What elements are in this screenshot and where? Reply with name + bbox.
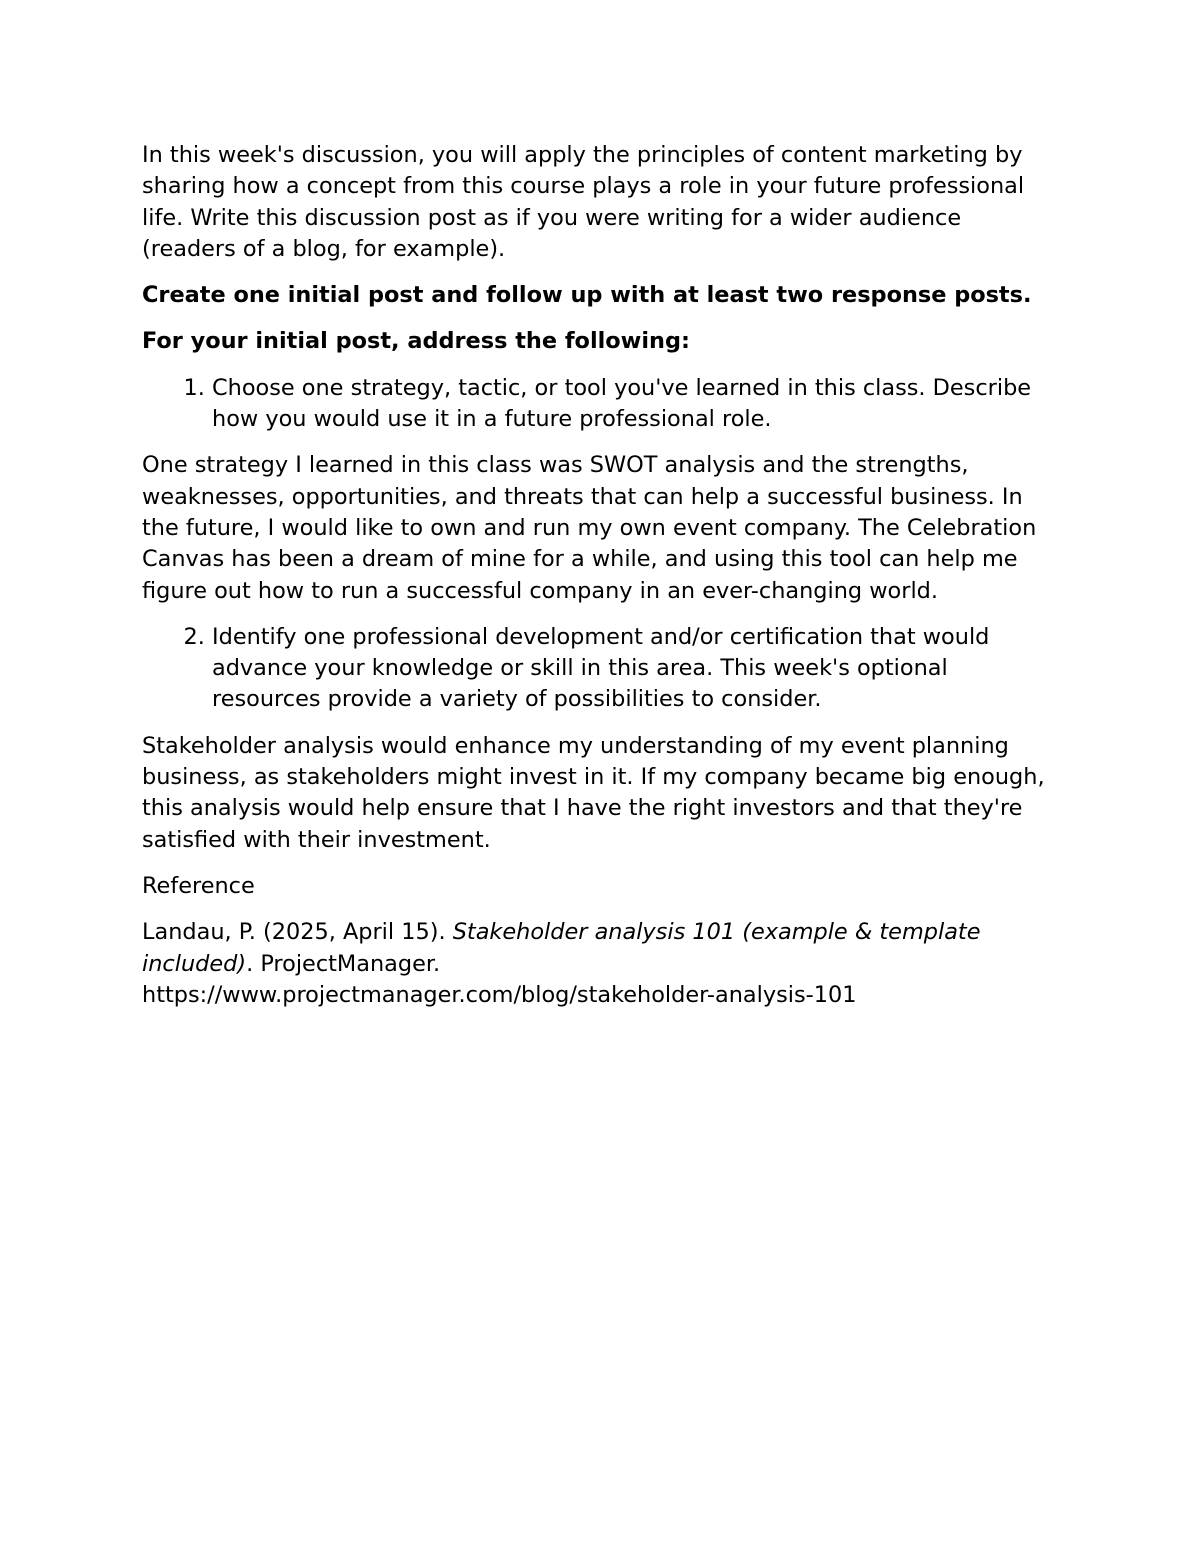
prompt-item-2: 2. Identify one professional development and/or certification that would advance your knowledge or skill in this area. This week's optional resources provide a variety of possibilities to consider. — [212, 622, 1062, 716]
reference-label: Reference — [142, 872, 255, 899]
prompt-item-1: 1. Choose one strategy, tactic, or tool you've learned in this class. Describe how you would use it in a future professional role. — [212, 373, 1062, 436]
reference-section — [142, 871, 1062, 1011]
instruction-bold: Create one initial post and follow up with at least two response posts. — [142, 282, 1032, 309]
citation-author: Landau, P. (2025, April 15). — [142, 919, 453, 946]
initial-post-heading: For your initial post, address the following: — [142, 328, 690, 355]
prompt-list-2 — [142, 622, 1062, 716]
citation-publisher: . ProjectManager. — [246, 950, 441, 977]
reference-citation — [142, 917, 1062, 980]
citation-title: Stakeholder analysis 101 (example & template included) — [142, 919, 981, 977]
intro-paragraph: In this week's discussion, you will apply the principles of content marketing by sharing how a concept from this course plays a role in your future professional life. Write this discussion post as if you were writing for a wider audience (readers of a blog, for example). — [142, 142, 1025, 262]
reference-url[interactable]: https://www.projectmanager.com/blog/stakeholder-analysis-101 — [142, 981, 857, 1008]
document-page — [142, 140, 1062, 1011]
prompt-list-1 — [142, 373, 1062, 436]
answer-paragraph-1: One strategy I learned in this class was SWOT analysis and the strengths, weaknesses, opportunities, and threats that can help a successful business. In the future, I would like to own and run my own event company. The Celebration Canvas has been a dream of mine for a while, and using this tool can help me figure out how to run a successful company in an ever-changing world. — [142, 452, 1037, 604]
answer-paragraph-2: Stakeholder analysis would enhance my understanding of my event planning business, as stakeholders might invest in it. If my company became big enough, this analysis would help ensure that I have the right investors and that they're satisfied with their investment. — [142, 732, 1045, 853]
